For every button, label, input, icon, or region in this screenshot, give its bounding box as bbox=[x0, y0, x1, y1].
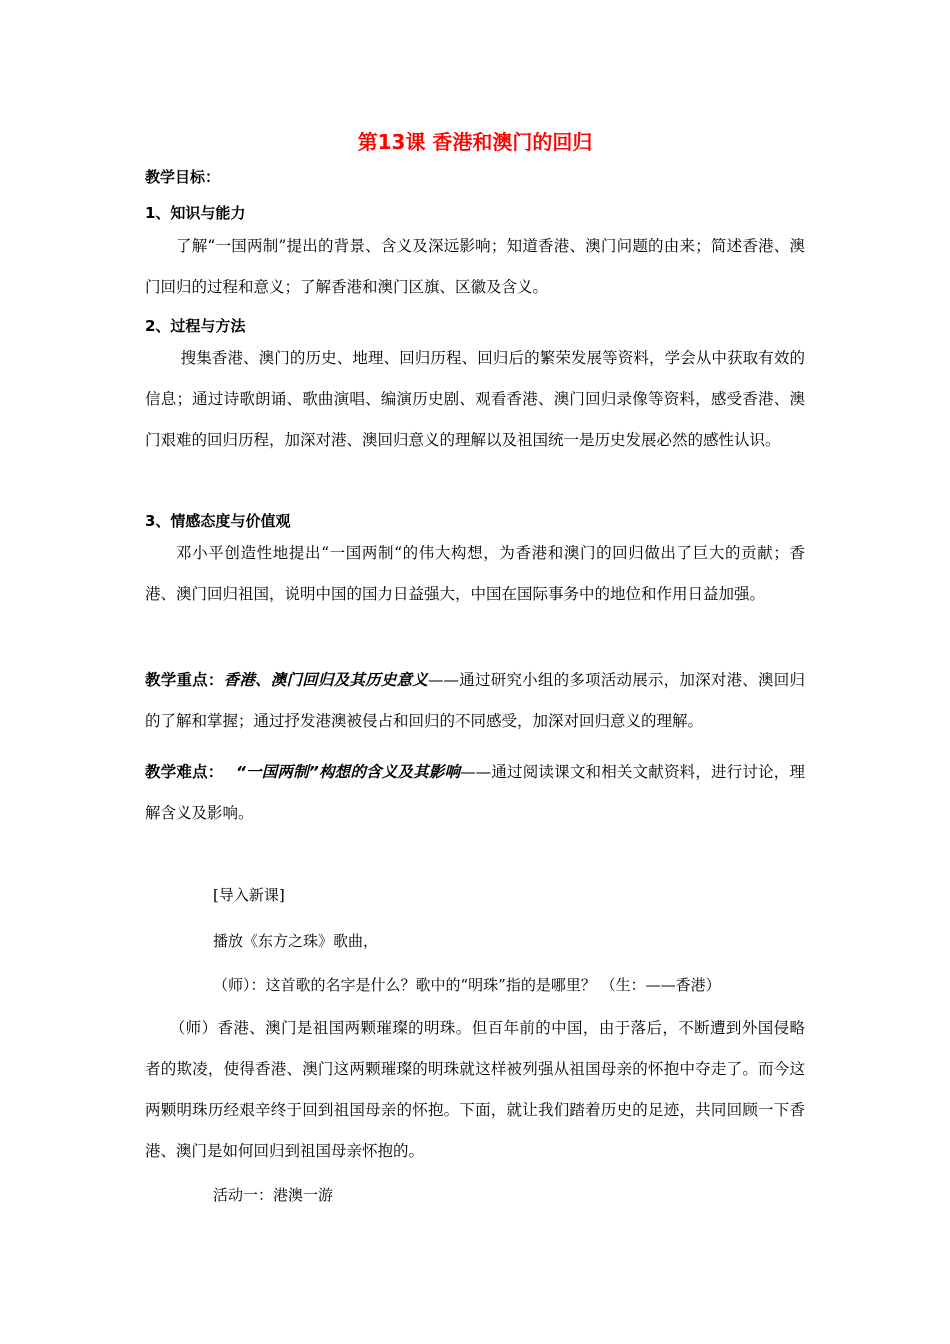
intro-line-2: （师）：这首歌的名字是什么？歌中的“明珠”指的是哪里？ （生：——香港） bbox=[213, 976, 721, 994]
intro-heading: [导入新课] bbox=[213, 886, 285, 904]
section-heading-attitude: 3、情感态度与价值观 bbox=[145, 512, 291, 530]
key-point-text: ——通过研究小组的多项活动展示，加深对港、澳回归的了解和掌握；通过抒发港澳被侵占和回归的不同感受，加深对回归意义的理解。 bbox=[145, 671, 805, 730]
difficult-point bbox=[145, 752, 805, 834]
activity-1: 活动一：港澳一游 bbox=[213, 1186, 334, 1204]
objectives-heading: 教学目标： bbox=[145, 168, 221, 186]
difficult-point-label: 教学难点： bbox=[145, 763, 224, 781]
difficult-point-emphasis: “一国两制”构想的含义及其影响 bbox=[235, 763, 461, 781]
lesson-title: 第13课 香港和澳门的回归 bbox=[357, 130, 593, 154]
section-heading-knowledge: 1、知识与能力 bbox=[145, 204, 246, 222]
section-text-attitude: 邓小平创造性地提出“一国两制“的伟大构想，为香港和澳门的回归做出了巨大的贡献；香港、澳门回归祖国，说明中国的国力日益强大，中国在国际事务中的地位和作用日益加强。 bbox=[145, 544, 805, 603]
key-point-label: 教学重点： bbox=[145, 671, 224, 689]
section-text-knowledge: 了解“一国两制”提出的背景、含义及深远影响；知道香港、澳门问题的由来；简述香港、澳门回归的过程和意义；了解香港和澳门区旗、区徽及含义。 bbox=[145, 237, 805, 296]
section-heading-process: 2、过程与方法 bbox=[145, 317, 246, 335]
key-point bbox=[145, 660, 805, 742]
difficult-point-text: ——通过阅读课文和相关文献资料，进行讨论，理解含义及影响。 bbox=[145, 763, 805, 822]
key-point-emphasis: 香港、澳门回归及其历史意义 bbox=[223, 671, 429, 689]
intro-paragraph: （师）香港、澳门是祖国两颗璀璨的明珠。但百年前的中国，由于落后，不断遭到外国侵略者的欺凌，使得香港、澳门这两颗璀璨的明珠就这样被列强从祖国母亲的怀抱中夺走了。而今这两颗明珠历经艰辛终于回到祖国母亲的怀抱。下面，就让我们踏着历史的足迹，共同回顾一下香港、澳门是如何回归到祖国母亲怀抱的。 bbox=[145, 1019, 805, 1160]
intro-line-1: 播放《东方之珠》歌曲， bbox=[213, 932, 379, 950]
section-text-process: 搜集香港、澳门的历史、地理、回归历程、回归后的繁荣发展等资料，学会从中获取有效的信息；通过诗歌朗诵、歌曲演唱、编演历史剧、观看香港、澳门回归录像等资料，感受香港、澳门艰难的回归历程，加深对港、澳回归意义的理解以及祖国统一是历史发展必然的感性认识。 bbox=[145, 349, 805, 449]
